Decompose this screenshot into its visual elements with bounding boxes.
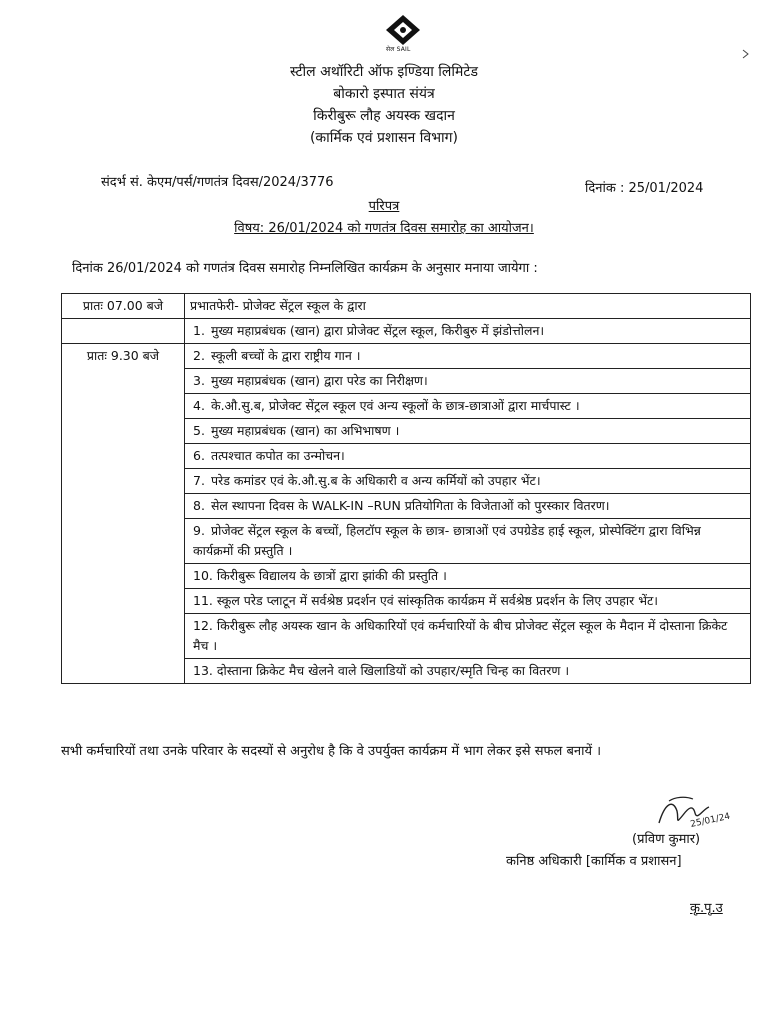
item-text: मुख्य महाप्रबंधक (खान) द्वारा प्रोजेक्ट सेंट्रल स्कूल, किरीबुरु में झंडोत्तोलन। bbox=[210, 323, 545, 338]
pto-note: कृ.पृ.उ bbox=[690, 901, 723, 916]
time-cell: प्रातः 07.00 बजे bbox=[62, 294, 185, 319]
item-text: तत्पश्चात कपोत का उन्मोचन। bbox=[210, 448, 345, 463]
item-number: 10. bbox=[193, 568, 213, 583]
item-number: 9. bbox=[193, 523, 205, 538]
item-text: प्रोजेक्ट सेंट्रल स्कूल के बच्चों, हिलटॉप स्कूल के छात्र- छात्राओं एवं उपग्रेडेड हाई स्कूल, प्रोस्पेक्टिंग द्वारा विभिन्न कार्यक्रमों की प्रस्तुति । bbox=[193, 523, 701, 558]
programme-item bbox=[185, 369, 751, 394]
item-text: किरीबुरू लौह अयस्क खान के अधिकारियों एवं कर्मचारियों के बीच प्रोजेक्ट सेंट्रल स्कूल के मैदान में दोस्ताना क्रिकेट मैच । bbox=[193, 618, 728, 653]
programme-item bbox=[185, 419, 751, 444]
item-text: सेल स्थापना दिवस के WALK-IN –RUN प्रतियोगिता के विजेताओं को पुरस्कार वितरण। bbox=[210, 498, 610, 513]
time-cell: प्रातः 9.30 बजे bbox=[62, 344, 185, 684]
plant-name: बोकारो इस्पात संयंत्र bbox=[333, 86, 435, 102]
item-number: 6. bbox=[193, 448, 205, 463]
item-number: 11. bbox=[193, 593, 213, 608]
item-number: 12. bbox=[193, 618, 213, 633]
department-name: (कार्मिक एवं प्रशासन विभाग) bbox=[309, 130, 459, 146]
item-number: 8. bbox=[193, 498, 205, 513]
time-cell-empty bbox=[62, 319, 185, 344]
signatory-designation: कनिष्ठ अधिकारी [कार्मिक व प्रशासन] bbox=[506, 854, 682, 869]
closing-request: सभी कर्मचारियों तथा उनके परिवार के सदस्यों से अनुरोध है कि वे उपर्युक्त कार्यक्रम में भाग लेकर इसे सफल बनायें । bbox=[61, 744, 602, 759]
org-name: स्टील अथॉरिटी ऑफ इण्डिया लिमिटेड bbox=[290, 64, 478, 80]
item-number: 7. bbox=[193, 473, 205, 488]
programme-item bbox=[185, 614, 751, 659]
item-number: 5. bbox=[193, 423, 205, 438]
sail-logo-icon bbox=[380, 14, 426, 46]
programme-item bbox=[185, 319, 751, 344]
programme-item bbox=[185, 444, 751, 469]
intro-text: दिनांक 26/01/2024 को गणतंत्र दिवस समारोह निम्नलिखित कार्यक्रम के अनुसार मनाया जायेगा : bbox=[72, 261, 538, 276]
table-row bbox=[62, 344, 751, 369]
document-type: परिपत्र bbox=[368, 199, 400, 214]
item-text: परेड कमांडर एवं के.औ.सु.ब के अधिकारी व अन्य कर्मियों को उपहार भेंट। bbox=[210, 473, 541, 488]
item-text: मुख्य महाप्रबंधक (खान) द्वारा परेड का निरीक्षण। bbox=[210, 373, 428, 388]
signatory-name: (प्रविण कुमार) bbox=[632, 832, 701, 847]
item-number: 3. bbox=[193, 373, 205, 388]
item-text: दोस्ताना क्रिकेट मैच खेलने वाले खिलाडियों को उपहार/स्मृति चिन्ह का वितरण । bbox=[216, 663, 570, 678]
item-number: 2. bbox=[193, 348, 205, 363]
mine-name: किरीबुरू लौह अयस्क खदान bbox=[313, 108, 455, 124]
item-text: के.औ.सु.ब, प्रोजेक्ट सेंट्रल स्कूल एवं अन्य स्कूलों के छात्र-छात्राओं द्वारा मार्चपास्ट । bbox=[210, 398, 580, 413]
item-text: मुख्य महाप्रबंधक (खान) का अभिभाषण । bbox=[210, 423, 400, 438]
item-text: स्कूली बच्चों के द्वारा राष्ट्रीय गान । bbox=[210, 348, 361, 363]
item-text: किरीबुरू विद्यालय के छात्रों द्वारा झांकी की प्रस्तुति । bbox=[216, 568, 447, 583]
reference-number: संदर्भ सं. केएम/पर्स/गणतंत्र दिवस/2024/3776 bbox=[101, 175, 334, 190]
programme-item bbox=[185, 494, 751, 519]
svg-text:25/01/24: 25/01/24 bbox=[689, 811, 732, 830]
subject-line: विषय: 26/01/2024 को गणतंत्र दिवस समारोह का आयोजन। bbox=[234, 221, 534, 236]
event-cell: प्रभातफेरी- प्रोजेक्ट सेंट्रल स्कूल के द्वारा bbox=[185, 294, 751, 319]
programme-item bbox=[185, 659, 751, 684]
scan-mark bbox=[742, 48, 750, 62]
programme-item bbox=[185, 519, 751, 564]
item-text: स्कूल परेड प्लाटून में सर्वश्रेष्ठ प्रदर्शन एवं सांस्कृतिक कार्यक्रम में सर्वश्रेष्ठ प्रदर्शन के लिए उपहार भेंट। bbox=[216, 593, 659, 608]
issue-date: दिनांक : 25/01/2024 bbox=[585, 181, 704, 196]
item-number: 4. bbox=[193, 398, 205, 413]
table-row bbox=[62, 294, 751, 319]
programme-item bbox=[185, 394, 751, 419]
programme-table bbox=[61, 293, 751, 684]
item-number: 1. bbox=[193, 323, 205, 338]
programme-item bbox=[185, 469, 751, 494]
logo-caption: सेल SAIL bbox=[386, 46, 411, 53]
programme-item bbox=[185, 344, 751, 369]
item-number: 13. bbox=[193, 663, 213, 678]
programme-item bbox=[185, 564, 751, 589]
programme-item bbox=[185, 589, 751, 614]
table-row bbox=[62, 319, 751, 344]
